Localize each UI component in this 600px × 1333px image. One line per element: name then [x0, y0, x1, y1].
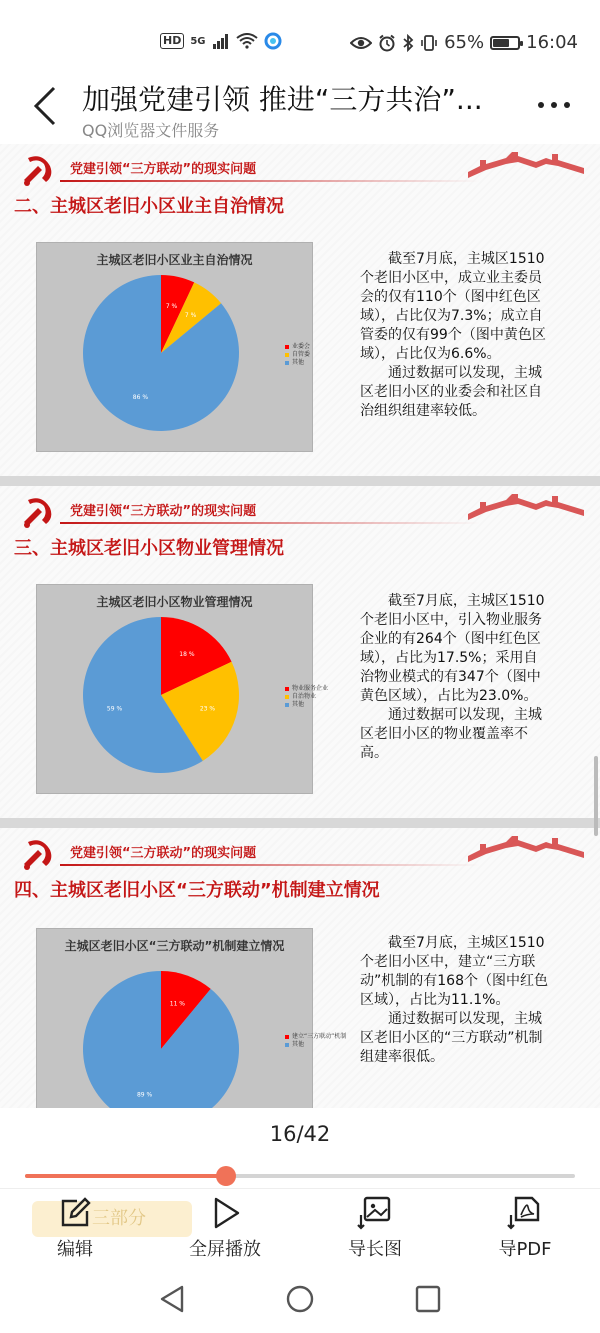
legend-item	[285, 685, 328, 693]
chart-legend	[285, 685, 328, 709]
export-pdf-label: 导PDF	[498, 1239, 552, 1260]
legend-item	[285, 359, 310, 367]
pie-data-label: 23 %	[199, 705, 216, 713]
slide-body	[360, 934, 550, 1067]
legend-label: 自治物业	[292, 693, 317, 700]
legend-label: 自管委	[292, 351, 311, 358]
slide-tag: 党建引领“三方联动”的现实问题	[70, 846, 257, 861]
legend-item	[285, 1041, 346, 1049]
clock: 16:04	[526, 32, 578, 53]
status-bar	[0, 0, 600, 64]
great-wall-icon	[466, 148, 586, 182]
pie-chart	[36, 928, 347, 1108]
pie-data-label: 11 %	[169, 1000, 186, 1008]
page-title: 加强党建引领 推进“三方共治”...	[82, 83, 483, 116]
slide-paragraph: 截至7月底，主城区1510个老旧小区中，引入物业服务企业的有264个（图中红色区域），占比为17.5%；采用自治物业模式的有347个（图中黄色区域），占比为23.0%。	[360, 593, 545, 704]
page-number: 16/42	[269, 1122, 331, 1146]
legend-swatch	[285, 353, 289, 357]
chart-title: 主城区老旧小区业主自治情况	[96, 253, 253, 267]
wifi-icon	[236, 33, 258, 49]
legend-item	[285, 343, 310, 351]
chart-title: 主城区老旧小区物业管理情况	[96, 595, 253, 609]
legend-label: 物业服务企业	[292, 685, 329, 692]
pie-data-label: 86 %	[132, 393, 149, 401]
page-slider-thumb[interactable]	[216, 1166, 236, 1186]
play-icon	[207, 1195, 243, 1231]
slide	[0, 828, 600, 1108]
legend-swatch	[285, 361, 289, 365]
legend-label: 其他	[292, 359, 305, 366]
more-dot-icon	[551, 102, 557, 108]
pie-chart-svg	[37, 929, 314, 1108]
great-wall-icon	[466, 490, 586, 524]
battery-percent: 65%	[444, 32, 485, 53]
bluetooth-icon	[402, 34, 414, 52]
slide-heading: 三、主城区老旧小区物业管理情况	[14, 538, 284, 559]
party-emblem-icon	[18, 834, 58, 874]
slide-body	[360, 592, 550, 763]
pie-chart	[36, 242, 313, 452]
more-dot-icon	[564, 102, 570, 108]
pie-data-label: 7 %	[184, 311, 197, 319]
chart-legend	[285, 1033, 346, 1049]
pie-chart-svg	[37, 585, 317, 795]
page-indicator	[0, 1108, 600, 1188]
pie-data-label: 59 %	[106, 705, 123, 713]
back-button[interactable]	[30, 84, 70, 132]
legend-swatch	[285, 1035, 289, 1039]
system-nav-bar	[0, 1268, 600, 1333]
qq-browser-icon	[264, 32, 282, 50]
great-wall-icon	[466, 832, 586, 866]
edit-label: 编辑	[57, 1239, 93, 1260]
legend-swatch	[285, 695, 289, 699]
slide-paragraph: 通过数据可以发现，主城区老旧小区的物业覆盖率不高。	[360, 707, 542, 761]
slide-body	[360, 250, 550, 421]
background-label: 三部分	[32, 1201, 192, 1237]
pie-slice-1	[83, 971, 239, 1108]
more-button[interactable]	[538, 102, 570, 108]
chevron-left-icon	[30, 84, 60, 128]
pie-data-label: 7 %	[165, 302, 178, 310]
long-image-icon	[357, 1195, 393, 1231]
status-right	[350, 32, 578, 53]
nav-back-icon[interactable]	[158, 1284, 186, 1314]
page-slider-track[interactable]	[25, 1174, 575, 1178]
status-left	[160, 32, 282, 50]
fullscreen-play-button[interactable]	[170, 1195, 280, 1261]
chart-legend	[285, 343, 310, 367]
chart-title: 主城区老旧小区“三方联动”机制建立情况	[64, 939, 285, 953]
slide-paragraph: 通过数据可以发现，主城区老旧小区的业委会和社区自治组织组建率较低。	[360, 365, 542, 419]
signal-icon	[212, 33, 230, 49]
slide-tag: 党建引领“三方联动”的现实问题	[70, 162, 257, 177]
slide-heading: 二、主城区老旧小区业主自治情况	[14, 196, 284, 217]
nav-home-icon[interactable]	[285, 1284, 315, 1314]
edit-button[interactable]	[20, 1195, 130, 1261]
hd-indicator: HD	[160, 33, 184, 49]
slide	[0, 486, 600, 818]
battery-level	[493, 39, 509, 47]
party-emblem-icon	[18, 150, 58, 190]
edit-icon	[57, 1195, 93, 1231]
vibrate-icon	[420, 34, 438, 52]
legend-item	[285, 701, 328, 709]
more-dot-icon	[538, 102, 544, 108]
slide-divider	[60, 180, 480, 182]
pdf-icon	[507, 1195, 543, 1231]
legend-swatch	[285, 1043, 289, 1047]
alarm-icon	[378, 34, 396, 52]
document-viewer[interactable]	[0, 144, 600, 1108]
export-long-image-label: 导长图	[348, 1239, 402, 1260]
legend-label: 业委会	[292, 343, 311, 350]
pie-chart-svg	[37, 243, 314, 453]
legend-item	[285, 351, 310, 359]
legend-swatch	[285, 687, 289, 691]
slide	[0, 144, 600, 476]
bottom-toolbar	[0, 1188, 600, 1268]
legend-swatch	[285, 703, 289, 707]
pie-data-label: 18 %	[179, 651, 195, 659]
page-subtitle: QQ浏览器文件服务	[82, 121, 220, 140]
fullscreen-play-label: 全屏播放	[189, 1239, 261, 1260]
legend-label: 其他	[292, 1041, 305, 1048]
slide-tag: 党建引领“三方联动”的现实问题	[70, 504, 257, 519]
network-type: 5G	[190, 35, 206, 47]
slide-divider	[60, 864, 480, 866]
legend-label: 建立“三方联动”机制	[292, 1033, 347, 1040]
app-header	[0, 64, 600, 144]
legend-label: 其他	[292, 701, 305, 708]
nav-recents-icon[interactable]	[414, 1284, 442, 1314]
page-slider-fill	[25, 1174, 226, 1178]
pie-chart	[36, 584, 329, 794]
battery-icon	[490, 36, 520, 50]
export-long-image-button[interactable]	[320, 1195, 430, 1261]
legend-item	[285, 1033, 346, 1041]
slide-paragraph: 截至7月底，主城区1510个老旧小区中，建立“三方联动”机制的有168个（图中红色区域），占比为11.1%。	[360, 935, 548, 1008]
slide-paragraph: 截至7月底，主城区1510个老旧小区中，成立业主委员会的仅有110个（图中红色区域），占比仅为7.3%；成立自管委的仅有99个（图中黄色区域），占比仅为6.6%。	[360, 251, 546, 362]
scrollbar-handle[interactable]	[594, 756, 598, 836]
slide-heading: 四、主城区老旧小区“三方联动”机制建立情况	[14, 880, 380, 901]
eye-icon	[350, 35, 372, 51]
legend-swatch	[285, 345, 289, 349]
legend-item	[285, 693, 328, 701]
party-emblem-icon	[18, 492, 58, 532]
export-pdf-button[interactable]	[470, 1195, 580, 1261]
slide-paragraph: 通过数据可以发现，主城区老旧小区的“三方联动”机制组建率很低。	[360, 1011, 543, 1065]
pie-data-label: 89 %	[136, 1091, 153, 1099]
slide-divider	[60, 522, 480, 524]
